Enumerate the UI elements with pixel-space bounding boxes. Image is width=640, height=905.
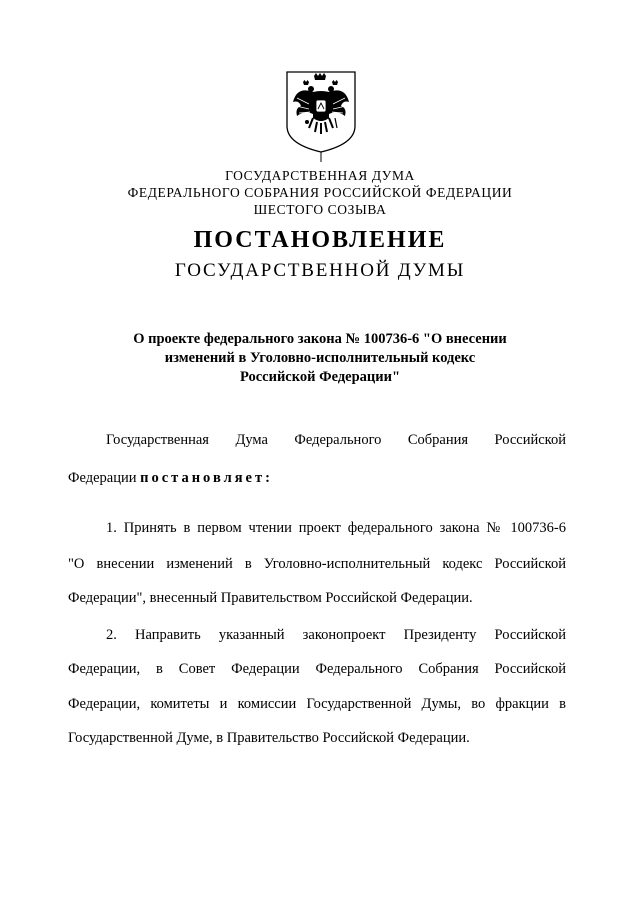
header-line-1: ГОСУДАРСТВЕННАЯ ДУМА bbox=[225, 168, 415, 183]
resolves-keyword: постановляет: bbox=[140, 470, 273, 486]
header-line-2: ФЕДЕРАЛЬНОГО СОБРАНИЯ РОССИЙСКОЙ ФЕДЕРАЦИИ bbox=[127, 185, 513, 200]
preamble-text: Федерации bbox=[68, 470, 141, 486]
header-line-3: ШЕСТОГО СОЗЫВА bbox=[253, 202, 387, 217]
document-type-title: ПОСТАНОВЛЕНИЕ bbox=[193, 227, 447, 253]
item-2-line-4: Государственной Думе, в Правительство Российской Федерации. bbox=[68, 730, 470, 746]
item-1-line-3: Федерации", внесенный Правительством Российской Федерации. bbox=[68, 590, 473, 606]
item-2-line-2: Федерации, в Совет Федерации Федерального Собрания Российской bbox=[68, 661, 566, 677]
document-subject bbox=[100, 330, 540, 387]
subject-line-1: О проекте федерального закона № 100736-6 "О внесении bbox=[133, 331, 507, 347]
item-1-line-2: "О внесении изменений в Уголовно-исполнительный кодекс Российской bbox=[68, 556, 566, 572]
item-2-line-3: Федерации, комитеты и комиссии Государственной Думы, во фракции в bbox=[68, 696, 566, 712]
item-2-line-1: 2. Направить указанный законопроект Президенту Российской bbox=[106, 627, 566, 643]
subject-line-3: Российской Федерации" bbox=[239, 369, 401, 385]
item-1-line-1: 1. Принять в первом чтении проект федерального закона № 100736-6 bbox=[106, 520, 566, 536]
preamble-line-1: Государственная Дума Федерального Собрания Российской bbox=[106, 432, 566, 448]
coat-of-arms-icon bbox=[283, 68, 359, 164]
preamble-line-2 bbox=[68, 470, 566, 487]
subject-line-2: изменений в Уголовно-исполнительный кодекс bbox=[164, 350, 476, 366]
document-type-subtitle: ГОСУДАРСТВЕННОЙ ДУМЫ bbox=[174, 260, 466, 281]
